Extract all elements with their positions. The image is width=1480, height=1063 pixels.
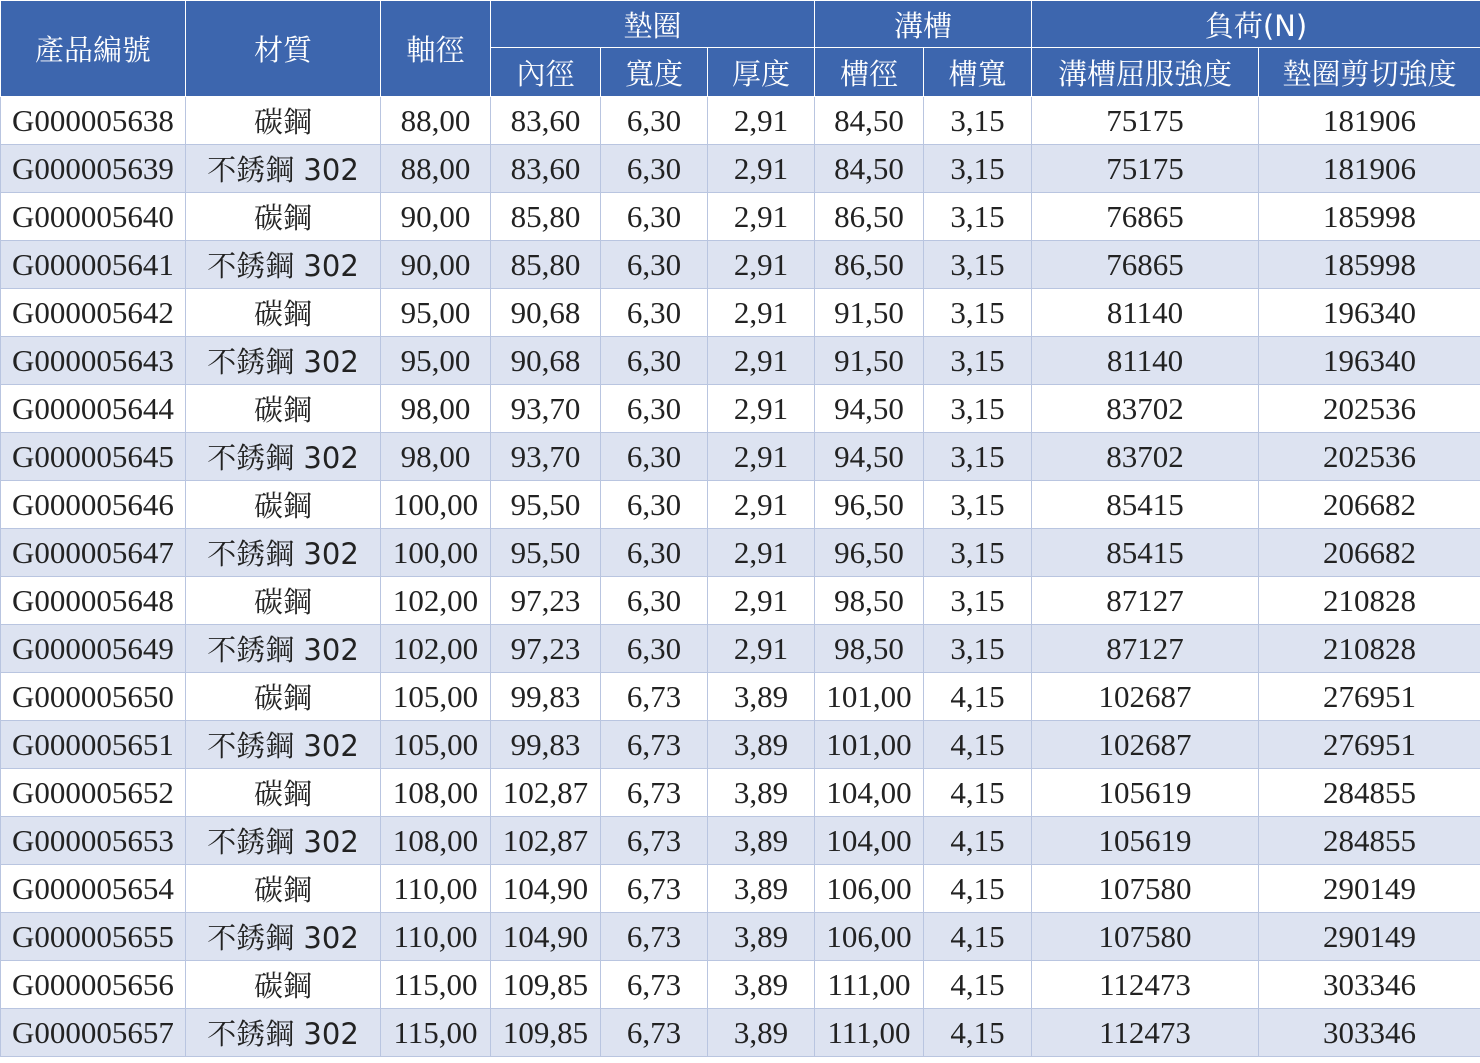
washer-shear-cell: 185998 — [1259, 193, 1480, 241]
groove-dia-cell: 106,00 — [815, 913, 924, 961]
product-no-cell: G000005646 — [1, 481, 186, 529]
table-row — [1, 721, 1480, 769]
shaft-dia-cell: 100,00 — [381, 481, 491, 529]
product-no-cell: G000005652 — [1, 769, 186, 817]
washer-shear-cell: 210828 — [1259, 577, 1480, 625]
material-cell: 不銹鋼 302 — [186, 337, 381, 385]
table-row — [1, 289, 1480, 337]
groove-dia-cell: 84,50 — [815, 145, 924, 193]
col-header-product-no: 產品編號 — [1, 1, 186, 97]
inner-dia-cell: 93,70 — [491, 433, 601, 481]
width-cell: 6,30 — [601, 385, 708, 433]
groove-dia-cell: 96,50 — [815, 481, 924, 529]
groove-width-cell: 3,15 — [924, 433, 1032, 481]
groove-width-cell: 4,15 — [924, 1009, 1032, 1057]
groove-yield-cell: 112473 — [1032, 961, 1259, 1009]
table-body — [1, 97, 1480, 1057]
groove-dia-cell: 98,50 — [815, 577, 924, 625]
groove-width-cell: 3,15 — [924, 625, 1032, 673]
col-header-width: 寬度 — [601, 48, 708, 97]
washer-shear-cell: 196340 — [1259, 289, 1480, 337]
group-header-washer: 墊圈 — [491, 1, 815, 48]
width-cell: 6,73 — [601, 721, 708, 769]
groove-width-cell: 4,15 — [924, 769, 1032, 817]
material-cell: 不銹鋼 302 — [186, 529, 381, 577]
groove-dia-cell: 86,50 — [815, 193, 924, 241]
inner-dia-cell: 85,80 — [491, 241, 601, 289]
shaft-dia-cell: 108,00 — [381, 817, 491, 865]
groove-yield-cell: 85415 — [1032, 481, 1259, 529]
washer-shear-cell: 185998 — [1259, 241, 1480, 289]
table-row — [1, 1009, 1480, 1057]
col-header-groove-width: 槽寬 — [924, 48, 1032, 97]
material-cell: 碳鋼 — [186, 481, 381, 529]
product-no-cell: G000005644 — [1, 385, 186, 433]
col-header-shaft-dia: 軸徑 — [381, 1, 491, 97]
washer-shear-cell: 303346 — [1259, 1009, 1480, 1057]
groove-dia-cell: 104,00 — [815, 769, 924, 817]
groove-dia-cell: 91,50 — [815, 289, 924, 337]
width-cell: 6,30 — [601, 289, 708, 337]
table-row — [1, 529, 1480, 577]
table-row — [1, 913, 1480, 961]
washer-shear-cell: 196340 — [1259, 337, 1480, 385]
washer-shear-cell: 206682 — [1259, 529, 1480, 577]
group-header-load: 負荷(N) — [1032, 1, 1480, 48]
thickness-cell: 2,91 — [708, 289, 815, 337]
width-cell: 6,30 — [601, 193, 708, 241]
inner-dia-cell: 83,60 — [491, 97, 601, 145]
groove-yield-cell: 85415 — [1032, 529, 1259, 577]
width-cell: 6,30 — [601, 337, 708, 385]
groove-width-cell: 3,15 — [924, 193, 1032, 241]
groove-width-cell: 4,15 — [924, 673, 1032, 721]
table-header — [1, 1, 1480, 97]
shaft-dia-cell: 98,00 — [381, 433, 491, 481]
shaft-dia-cell: 95,00 — [381, 337, 491, 385]
thickness-cell: 2,91 — [708, 481, 815, 529]
table-row — [1, 385, 1480, 433]
groove-dia-cell: 101,00 — [815, 721, 924, 769]
material-cell: 不銹鋼 302 — [186, 817, 381, 865]
width-cell: 6,73 — [601, 865, 708, 913]
thickness-cell: 3,89 — [708, 961, 815, 1009]
shaft-dia-cell: 105,00 — [381, 721, 491, 769]
shaft-dia-cell: 100,00 — [381, 529, 491, 577]
thickness-cell: 3,89 — [708, 865, 815, 913]
washer-shear-cell: 303346 — [1259, 961, 1480, 1009]
material-cell: 不銹鋼 302 — [186, 433, 381, 481]
shaft-dia-cell: 90,00 — [381, 193, 491, 241]
thickness-cell: 2,91 — [708, 337, 815, 385]
thickness-cell: 3,89 — [708, 673, 815, 721]
groove-width-cell: 3,15 — [924, 145, 1032, 193]
groove-yield-cell: 87127 — [1032, 577, 1259, 625]
inner-dia-cell: 95,50 — [491, 481, 601, 529]
groove-width-cell: 4,15 — [924, 865, 1032, 913]
groove-dia-cell: 111,00 — [815, 961, 924, 1009]
groove-yield-cell: 102687 — [1032, 721, 1259, 769]
groove-dia-cell: 98,50 — [815, 625, 924, 673]
inner-dia-cell: 93,70 — [491, 385, 601, 433]
groove-yield-cell: 81140 — [1032, 289, 1259, 337]
thickness-cell: 2,91 — [708, 241, 815, 289]
table-row — [1, 241, 1480, 289]
inner-dia-cell: 99,83 — [491, 721, 601, 769]
product-no-cell: G000005651 — [1, 721, 186, 769]
groove-width-cell: 3,15 — [924, 97, 1032, 145]
groove-width-cell: 4,15 — [924, 961, 1032, 1009]
groove-yield-cell: 107580 — [1032, 913, 1259, 961]
groove-width-cell: 3,15 — [924, 481, 1032, 529]
inner-dia-cell: 90,68 — [491, 289, 601, 337]
product-no-cell: G000005649 — [1, 625, 186, 673]
shaft-dia-cell: 88,00 — [381, 97, 491, 145]
table-row — [1, 337, 1480, 385]
material-cell: 不銹鋼 302 — [186, 1009, 381, 1057]
shaft-dia-cell: 110,00 — [381, 865, 491, 913]
groove-width-cell: 3,15 — [924, 385, 1032, 433]
groove-yield-cell: 75175 — [1032, 97, 1259, 145]
groove-width-cell: 3,15 — [924, 289, 1032, 337]
width-cell: 6,73 — [601, 817, 708, 865]
groove-yield-cell: 107580 — [1032, 865, 1259, 913]
table-row — [1, 769, 1480, 817]
shaft-dia-cell: 105,00 — [381, 673, 491, 721]
thickness-cell: 2,91 — [708, 145, 815, 193]
width-cell: 6,73 — [601, 913, 708, 961]
thickness-cell: 3,89 — [708, 721, 815, 769]
product-no-cell: G000005638 — [1, 97, 186, 145]
product-no-cell: G000005640 — [1, 193, 186, 241]
groove-dia-cell: 111,00 — [815, 1009, 924, 1057]
col-header-groove-yield: 溝槽屈服強度 — [1032, 48, 1259, 97]
width-cell: 6,30 — [601, 577, 708, 625]
col-header-material: 材質 — [186, 1, 381, 97]
thickness-cell: 2,91 — [708, 193, 815, 241]
width-cell: 6,30 — [601, 97, 708, 145]
product-no-cell: G000005650 — [1, 673, 186, 721]
groove-yield-cell: 83702 — [1032, 433, 1259, 481]
col-header-thickness: 厚度 — [708, 48, 815, 97]
thickness-cell: 2,91 — [708, 97, 815, 145]
inner-dia-cell: 85,80 — [491, 193, 601, 241]
material-cell: 碳鋼 — [186, 577, 381, 625]
width-cell: 6,30 — [601, 625, 708, 673]
inner-dia-cell: 104,90 — [491, 865, 601, 913]
inner-dia-cell: 104,90 — [491, 913, 601, 961]
washer-shear-cell: 210828 — [1259, 625, 1480, 673]
thickness-cell: 2,91 — [708, 433, 815, 481]
washer-shear-cell: 202536 — [1259, 385, 1480, 433]
groove-width-cell: 3,15 — [924, 529, 1032, 577]
shaft-dia-cell: 95,00 — [381, 289, 491, 337]
table-row — [1, 577, 1480, 625]
table-row — [1, 145, 1480, 193]
material-cell: 碳鋼 — [186, 193, 381, 241]
groove-width-cell: 3,15 — [924, 577, 1032, 625]
inner-dia-cell: 102,87 — [491, 817, 601, 865]
thickness-cell: 3,89 — [708, 769, 815, 817]
material-cell: 不銹鋼 302 — [186, 913, 381, 961]
washer-shear-cell: 206682 — [1259, 481, 1480, 529]
groove-dia-cell: 104,00 — [815, 817, 924, 865]
material-cell: 碳鋼 — [186, 97, 381, 145]
table-row — [1, 625, 1480, 673]
inner-dia-cell: 90,68 — [491, 337, 601, 385]
washer-shear-cell: 181906 — [1259, 145, 1480, 193]
table-row — [1, 865, 1480, 913]
washer-shear-cell: 276951 — [1259, 673, 1480, 721]
groove-width-cell: 4,15 — [924, 817, 1032, 865]
shaft-dia-cell: 115,00 — [381, 961, 491, 1009]
table-row — [1, 817, 1480, 865]
groove-dia-cell: 94,50 — [815, 433, 924, 481]
product-no-cell: G000005654 — [1, 865, 186, 913]
table-row — [1, 961, 1480, 1009]
width-cell: 6,30 — [601, 481, 708, 529]
product-no-cell: G000005648 — [1, 577, 186, 625]
material-cell: 不銹鋼 302 — [186, 721, 381, 769]
material-cell: 碳鋼 — [186, 865, 381, 913]
washer-shear-cell: 181906 — [1259, 97, 1480, 145]
washer-shear-cell: 284855 — [1259, 817, 1480, 865]
table-row — [1, 673, 1480, 721]
groove-yield-cell: 105619 — [1032, 817, 1259, 865]
width-cell: 6,73 — [601, 1009, 708, 1057]
product-no-cell: G000005641 — [1, 241, 186, 289]
groove-yield-cell: 87127 — [1032, 625, 1259, 673]
groove-yield-cell: 105619 — [1032, 769, 1259, 817]
groove-dia-cell: 91,50 — [815, 337, 924, 385]
table-row — [1, 193, 1480, 241]
shaft-dia-cell: 108,00 — [381, 769, 491, 817]
thickness-cell: 2,91 — [708, 385, 815, 433]
table-row — [1, 97, 1480, 145]
shaft-dia-cell: 102,00 — [381, 625, 491, 673]
groove-width-cell: 3,15 — [924, 337, 1032, 385]
washer-shear-cell: 290149 — [1259, 865, 1480, 913]
groove-yield-cell: 76865 — [1032, 241, 1259, 289]
material-cell: 碳鋼 — [186, 385, 381, 433]
shaft-dia-cell: 88,00 — [381, 145, 491, 193]
groove-yield-cell: 102687 — [1032, 673, 1259, 721]
material-cell: 碳鋼 — [186, 289, 381, 337]
material-cell: 碳鋼 — [186, 961, 381, 1009]
washer-shear-cell: 290149 — [1259, 913, 1480, 961]
inner-dia-cell: 109,85 — [491, 1009, 601, 1057]
groove-dia-cell: 101,00 — [815, 673, 924, 721]
group-header-groove: 溝槽 — [815, 1, 1032, 48]
shaft-dia-cell: 90,00 — [381, 241, 491, 289]
product-no-cell: G000005645 — [1, 433, 186, 481]
width-cell: 6,30 — [601, 433, 708, 481]
product-no-cell: G000005657 — [1, 1009, 186, 1057]
groove-width-cell: 3,15 — [924, 241, 1032, 289]
shaft-dia-cell: 110,00 — [381, 913, 491, 961]
shaft-dia-cell: 115,00 — [381, 1009, 491, 1057]
col-header-washer-shear: 墊圈剪切強度 — [1259, 48, 1480, 97]
material-cell: 碳鋼 — [186, 673, 381, 721]
groove-yield-cell: 75175 — [1032, 145, 1259, 193]
thickness-cell: 3,89 — [708, 1009, 815, 1057]
inner-dia-cell: 97,23 — [491, 625, 601, 673]
width-cell: 6,73 — [601, 961, 708, 1009]
table-row — [1, 481, 1480, 529]
inner-dia-cell: 83,60 — [491, 145, 601, 193]
table-row — [1, 433, 1480, 481]
width-cell: 6,30 — [601, 145, 708, 193]
inner-dia-cell: 97,23 — [491, 577, 601, 625]
groove-width-cell: 4,15 — [924, 721, 1032, 769]
width-cell: 6,30 — [601, 241, 708, 289]
groove-dia-cell: 84,50 — [815, 97, 924, 145]
width-cell: 6,73 — [601, 673, 708, 721]
material-cell: 不銹鋼 302 — [186, 241, 381, 289]
shaft-dia-cell: 98,00 — [381, 385, 491, 433]
groove-yield-cell: 81140 — [1032, 337, 1259, 385]
groove-width-cell: 4,15 — [924, 913, 1032, 961]
product-no-cell: G000005656 — [1, 961, 186, 1009]
material-cell: 不銹鋼 302 — [186, 145, 381, 193]
thickness-cell: 3,89 — [708, 817, 815, 865]
product-no-cell: G000005639 — [1, 145, 186, 193]
width-cell: 6,73 — [601, 769, 708, 817]
inner-dia-cell: 95,50 — [491, 529, 601, 577]
col-header-inner-dia: 內徑 — [491, 48, 601, 97]
groove-yield-cell: 76865 — [1032, 193, 1259, 241]
product-no-cell: G000005647 — [1, 529, 186, 577]
thickness-cell: 2,91 — [708, 529, 815, 577]
washer-shear-cell: 276951 — [1259, 721, 1480, 769]
inner-dia-cell: 109,85 — [491, 961, 601, 1009]
material-cell: 碳鋼 — [186, 769, 381, 817]
thickness-cell: 2,91 — [708, 625, 815, 673]
groove-dia-cell: 96,50 — [815, 529, 924, 577]
thickness-cell: 2,91 — [708, 577, 815, 625]
product-no-cell: G000005643 — [1, 337, 186, 385]
groove-dia-cell: 106,00 — [815, 865, 924, 913]
thickness-cell: 3,89 — [708, 913, 815, 961]
inner-dia-cell: 102,87 — [491, 769, 601, 817]
shaft-dia-cell: 102,00 — [381, 577, 491, 625]
groove-dia-cell: 86,50 — [815, 241, 924, 289]
groove-dia-cell: 94,50 — [815, 385, 924, 433]
col-header-groove-dia: 槽徑 — [815, 48, 924, 97]
washer-shear-cell: 284855 — [1259, 769, 1480, 817]
groove-yield-cell: 83702 — [1032, 385, 1259, 433]
product-no-cell: G000005653 — [1, 817, 186, 865]
groove-yield-cell: 112473 — [1032, 1009, 1259, 1057]
material-cell: 不銹鋼 302 — [186, 625, 381, 673]
width-cell: 6,30 — [601, 529, 708, 577]
inner-dia-cell: 99,83 — [491, 673, 601, 721]
product-no-cell: G000005642 — [1, 289, 186, 337]
product-no-cell: G000005655 — [1, 913, 186, 961]
washer-shear-cell: 202536 — [1259, 433, 1480, 481]
